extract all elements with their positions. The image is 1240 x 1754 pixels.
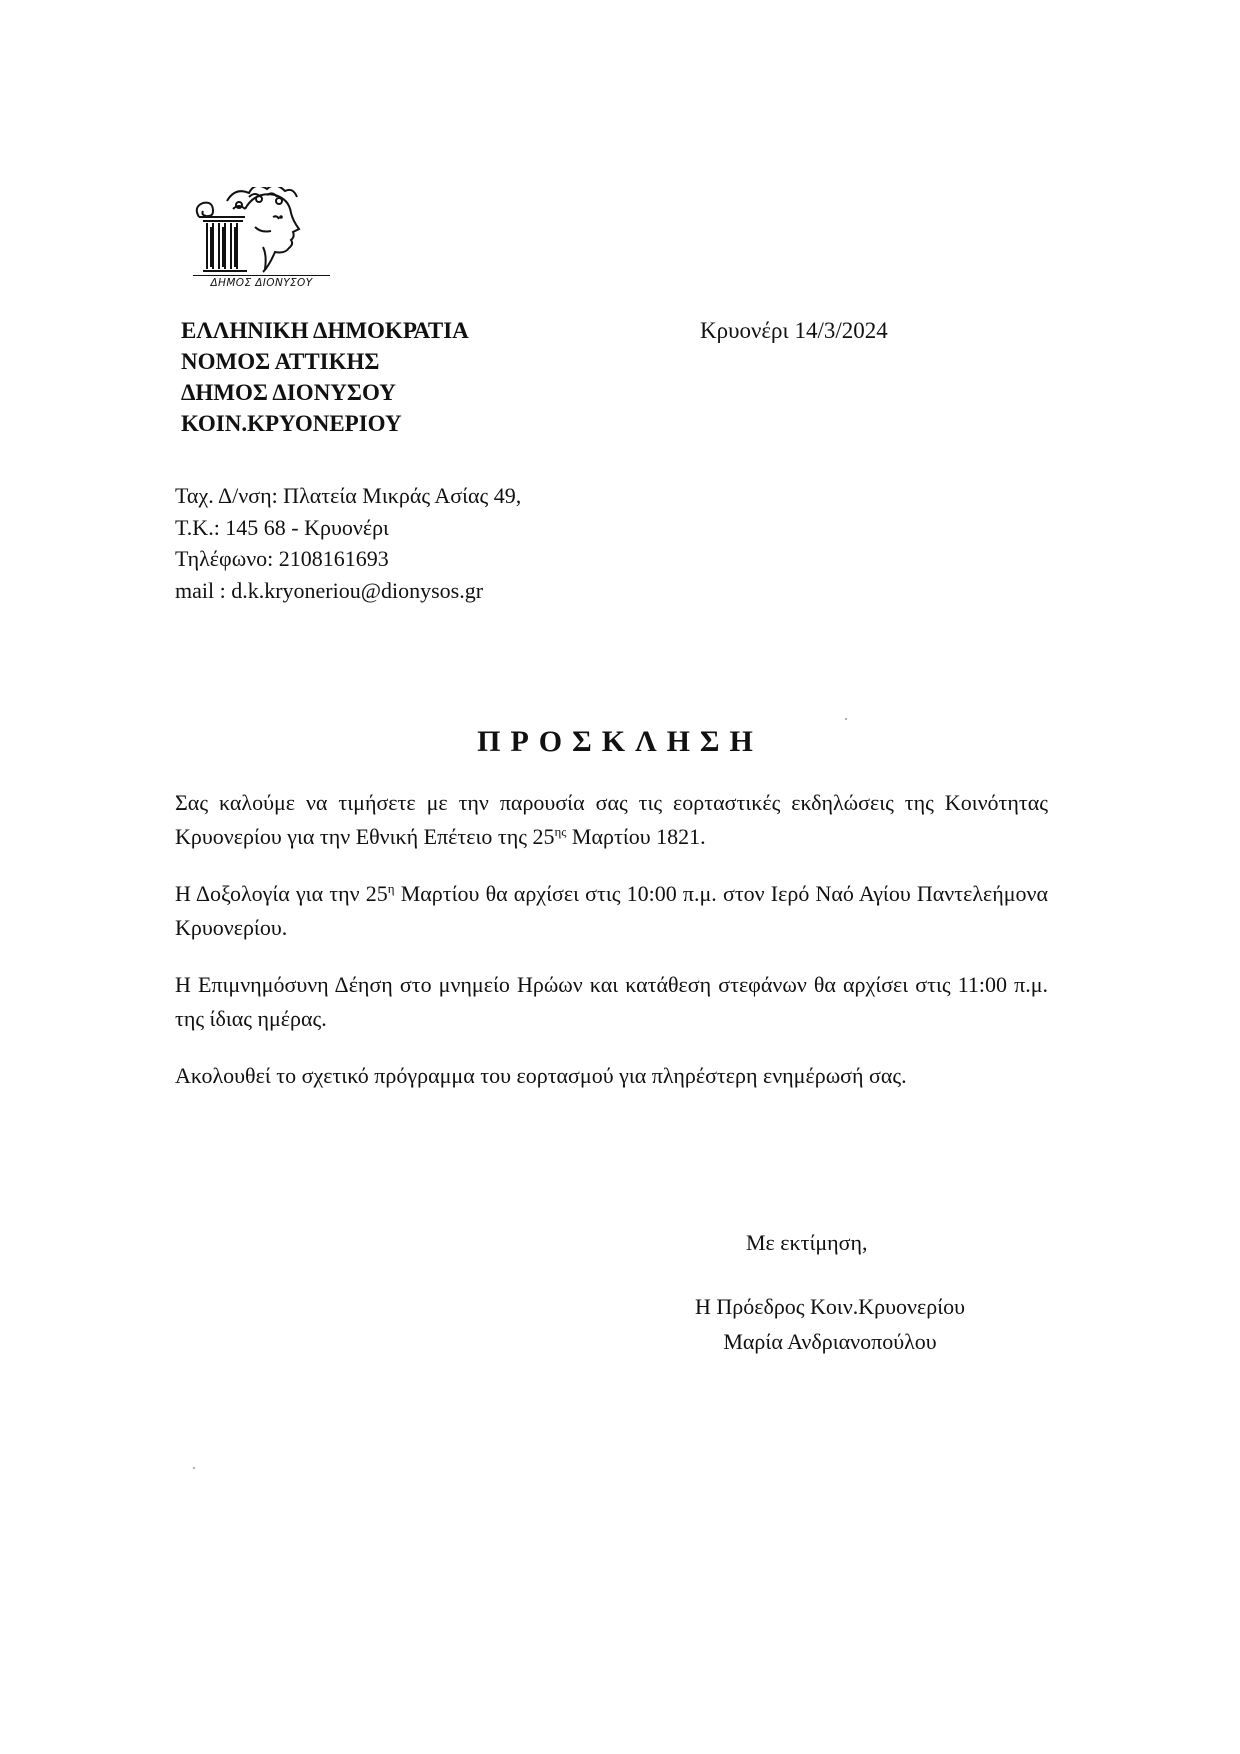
signature-block: [660, 1289, 1000, 1359]
signatory-name: Μαρία Ανδριανοπούλου: [723, 1329, 937, 1354]
logo-caption: ΔΗΜΟΣ ΔΙΟΝΥΣΟΥ: [193, 275, 330, 289]
closing-salutation: Με εκτίμηση,: [746, 1230, 868, 1255]
issuer-line: ΔΗΜΟΣ ΔΙΟΝΥΣΟΥ: [181, 380, 396, 405]
scan-speck: [193, 1467, 195, 1469]
municipality-logo: [193, 187, 330, 295]
letter-body: [175, 786, 1048, 1116]
dionysus-head-on-column-logo: [193, 187, 330, 275]
contact-block: [175, 480, 521, 606]
document-title: ΠΡΟΣΚΛΗΣΗ: [477, 725, 763, 758]
body-paragraph: Ακολουθεί το σχετικό πρόγραμμα του εορτασμού για πληρέστερη ενημέρωσή σας.: [175, 1063, 907, 1088]
body-paragraph: Σας καλούμε να τιμήσετε με την παρουσία σας τις εορταστικές εκδηλώσεις της Κοινότητας Κρυονερίου για την Εθνική Επέτειο της $25^{\eta\varsigma}$ Μαρτίου 1821.: [175, 790, 1048, 849]
issuer-line: ΝΟΜΟΣ ΑΤΤΙΚΗΣ: [181, 349, 380, 374]
body-paragraph: Η Δοξολογία για την $25^\eta$ Μαρτίου θα αρχίσει στις 10:00 π.μ. στον Ιερό Ναό Αγίου Παντελεήμονα Κρυονερίου.: [175, 881, 1049, 940]
signatory-role: Η Πρόεδρος Κοιν.Κρυονερίου: [694, 1294, 966, 1319]
issuer-line: ΚΟΙΝ.ΚΡΥΟΝΕΡΙΟΥ: [181, 411, 402, 436]
issuer-block: [181, 315, 469, 439]
postal-code-line: Τ.Κ.: 145 68 - Κρυονέρι: [175, 514, 389, 540]
address-line: Ταχ. Δ/νση: Πλατεία Μικράς Ασίας 49,: [175, 483, 522, 508]
scan-speck: [845, 718, 847, 720]
body-paragraph: Η Επιμνημόσυνη Δέηση στο μνημείο Ηρώων και κατάθεση στεφάνων θα αρχίσει στις 11:00 π.μ. της ίδιας ημέρας.: [175, 972, 1048, 1031]
email-line: mail : d.k.kryoneriou@dionysos.gr: [175, 577, 484, 603]
letter-date: Κρυονέρι 14/3/2024: [700, 318, 888, 343]
phone-line: Τηλέφωνο: 2108161693: [175, 546, 389, 571]
issuer-line: ΕΛΛΗΝΙΚΗ ΔΗΜΟΚΡΑΤΙΑ: [181, 318, 469, 343]
